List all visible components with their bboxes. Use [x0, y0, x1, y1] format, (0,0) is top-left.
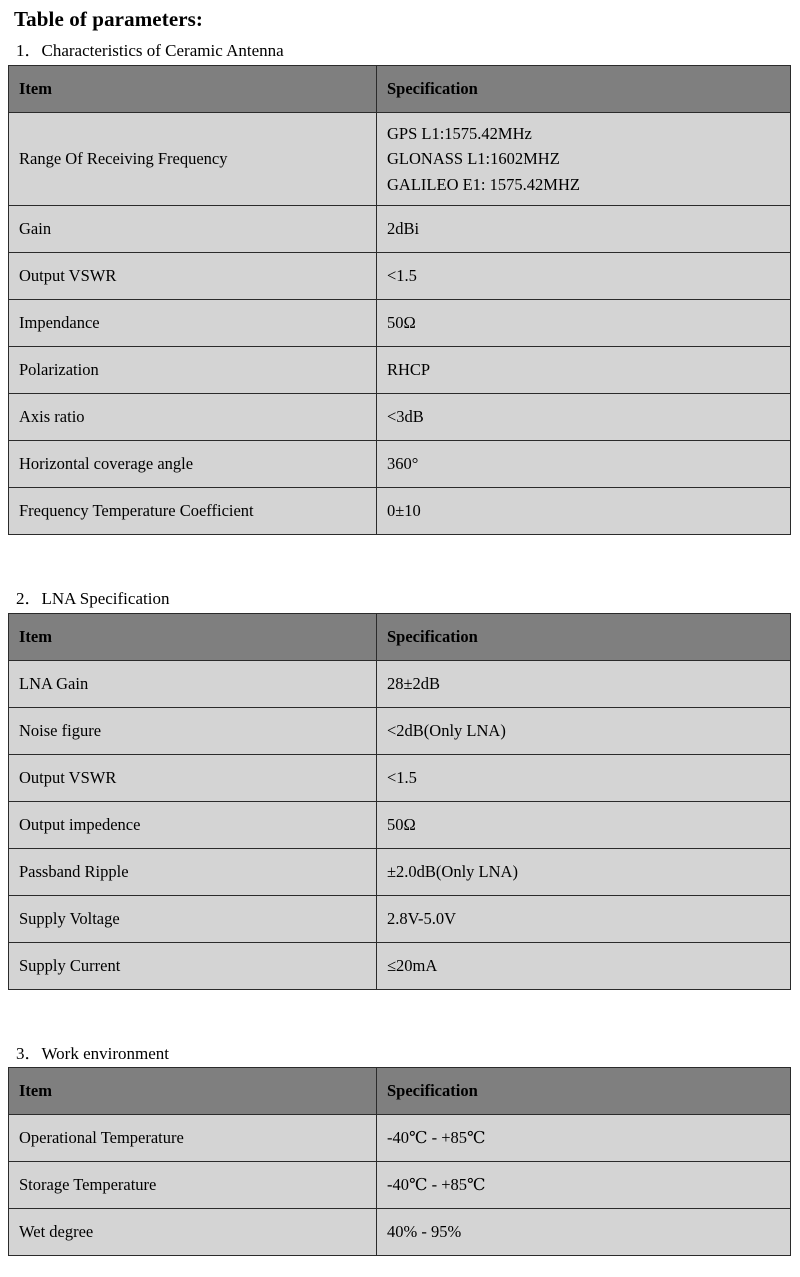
table-row: [9, 1115, 791, 1162]
table-row: [9, 707, 791, 754]
column-header-item: Item: [9, 613, 377, 660]
column-header-item: Item: [9, 65, 377, 112]
section-spacer: [0, 990, 800, 1044]
cell-specification: 50Ω: [377, 801, 791, 848]
table-row: [9, 488, 791, 535]
cell-specification: <1.5: [377, 253, 791, 300]
cell-item: LNA Gain: [9, 660, 377, 707]
cell-item: Output VSWR: [9, 754, 377, 801]
parameters-table-3: [8, 1067, 791, 1256]
cell-specification: <2dB(Only LNA): [377, 707, 791, 754]
cell-specification: RHCP: [377, 347, 791, 394]
parameters-table-2: [8, 613, 791, 990]
table-row: [9, 942, 791, 989]
table-row: [9, 895, 791, 942]
section-heading-3: 3．Work environment: [16, 1043, 170, 1063]
cell-item: Horizontal coverage angle: [9, 441, 377, 488]
spec-line: GPS L1:1575.42MHz: [387, 123, 532, 143]
table-row: [9, 206, 791, 253]
cell-specification: ≤20mA: [377, 942, 791, 989]
table-row: [9, 112, 791, 206]
cell-specification: 360°: [377, 441, 791, 488]
section-lna-specification: [0, 589, 800, 990]
column-header-item: Item: [9, 1068, 377, 1115]
spec-line: GLONASS L1:1602MHZ: [387, 149, 560, 169]
cell-specification: <1.5: [377, 754, 791, 801]
column-header-specification: Specification: [377, 65, 791, 112]
cell-specification: -40℃ - +85℃: [377, 1162, 791, 1209]
table-row: [9, 441, 791, 488]
table-row: [9, 300, 791, 347]
section-heading-1: 1．Characteristics of Ceramic Antenna: [16, 41, 284, 61]
cell-specification: [377, 112, 791, 206]
cell-specification: 2dBi: [377, 206, 791, 253]
cell-specification: 40% - 95%: [377, 1209, 791, 1256]
cell-item: Range Of Receiving Frequency: [9, 112, 377, 206]
cell-item: Storage Temperature: [9, 1162, 377, 1209]
table-row: [9, 754, 791, 801]
section-ceramic-antenna: [0, 41, 800, 535]
cell-item: Gain: [9, 206, 377, 253]
cell-item: Frequency Temperature Coefficient: [9, 488, 377, 535]
cell-item: Impendance: [9, 300, 377, 347]
cell-item: Wet degree: [9, 1209, 377, 1256]
table-row: [9, 1162, 791, 1209]
cell-item: Output impedence: [9, 801, 377, 848]
cell-item: Noise figure: [9, 707, 377, 754]
table-row: [9, 347, 791, 394]
table-header-row: [9, 1068, 791, 1115]
spec-line: GALILEO E1: 1575.42MHZ: [387, 174, 580, 194]
cell-specification: 28±2dB: [377, 660, 791, 707]
cell-item: Supply Voltage: [9, 895, 377, 942]
cell-item: Supply Current: [9, 942, 377, 989]
table-row: [9, 801, 791, 848]
cell-specification: <3dB: [377, 394, 791, 441]
cell-specification: 2.8V-5.0V: [377, 895, 791, 942]
cell-item: Operational Temperature: [9, 1115, 377, 1162]
table-row: [9, 1209, 791, 1256]
cell-specification: ±2.0dB(Only LNA): [377, 848, 791, 895]
column-header-specification: Specification: [377, 613, 791, 660]
title-spacer: [0, 31, 800, 41]
table-row: [9, 660, 791, 707]
table-row: [9, 394, 791, 441]
cell-specification: 0±10: [377, 488, 791, 535]
column-header-specification: Specification: [377, 1068, 791, 1115]
cell-item: Output VSWR: [9, 253, 377, 300]
table-header-row: [9, 65, 791, 112]
section-heading-2: 2．LNA Specification: [16, 589, 170, 609]
table-row: [9, 848, 791, 895]
cell-item: Passband Ripple: [9, 848, 377, 895]
parameters-table-1: [8, 65, 791, 536]
cell-specification: 50Ω: [377, 300, 791, 347]
section-work-environment: [0, 1044, 800, 1257]
table-row: [9, 253, 791, 300]
page-title: Table of parameters:: [14, 7, 204, 31]
cell-item: Polarization: [9, 347, 377, 394]
cell-specification: -40℃ - +85℃: [377, 1115, 791, 1162]
table-header-row: [9, 613, 791, 660]
cell-item: Axis ratio: [9, 394, 377, 441]
section-spacer: [0, 535, 800, 589]
